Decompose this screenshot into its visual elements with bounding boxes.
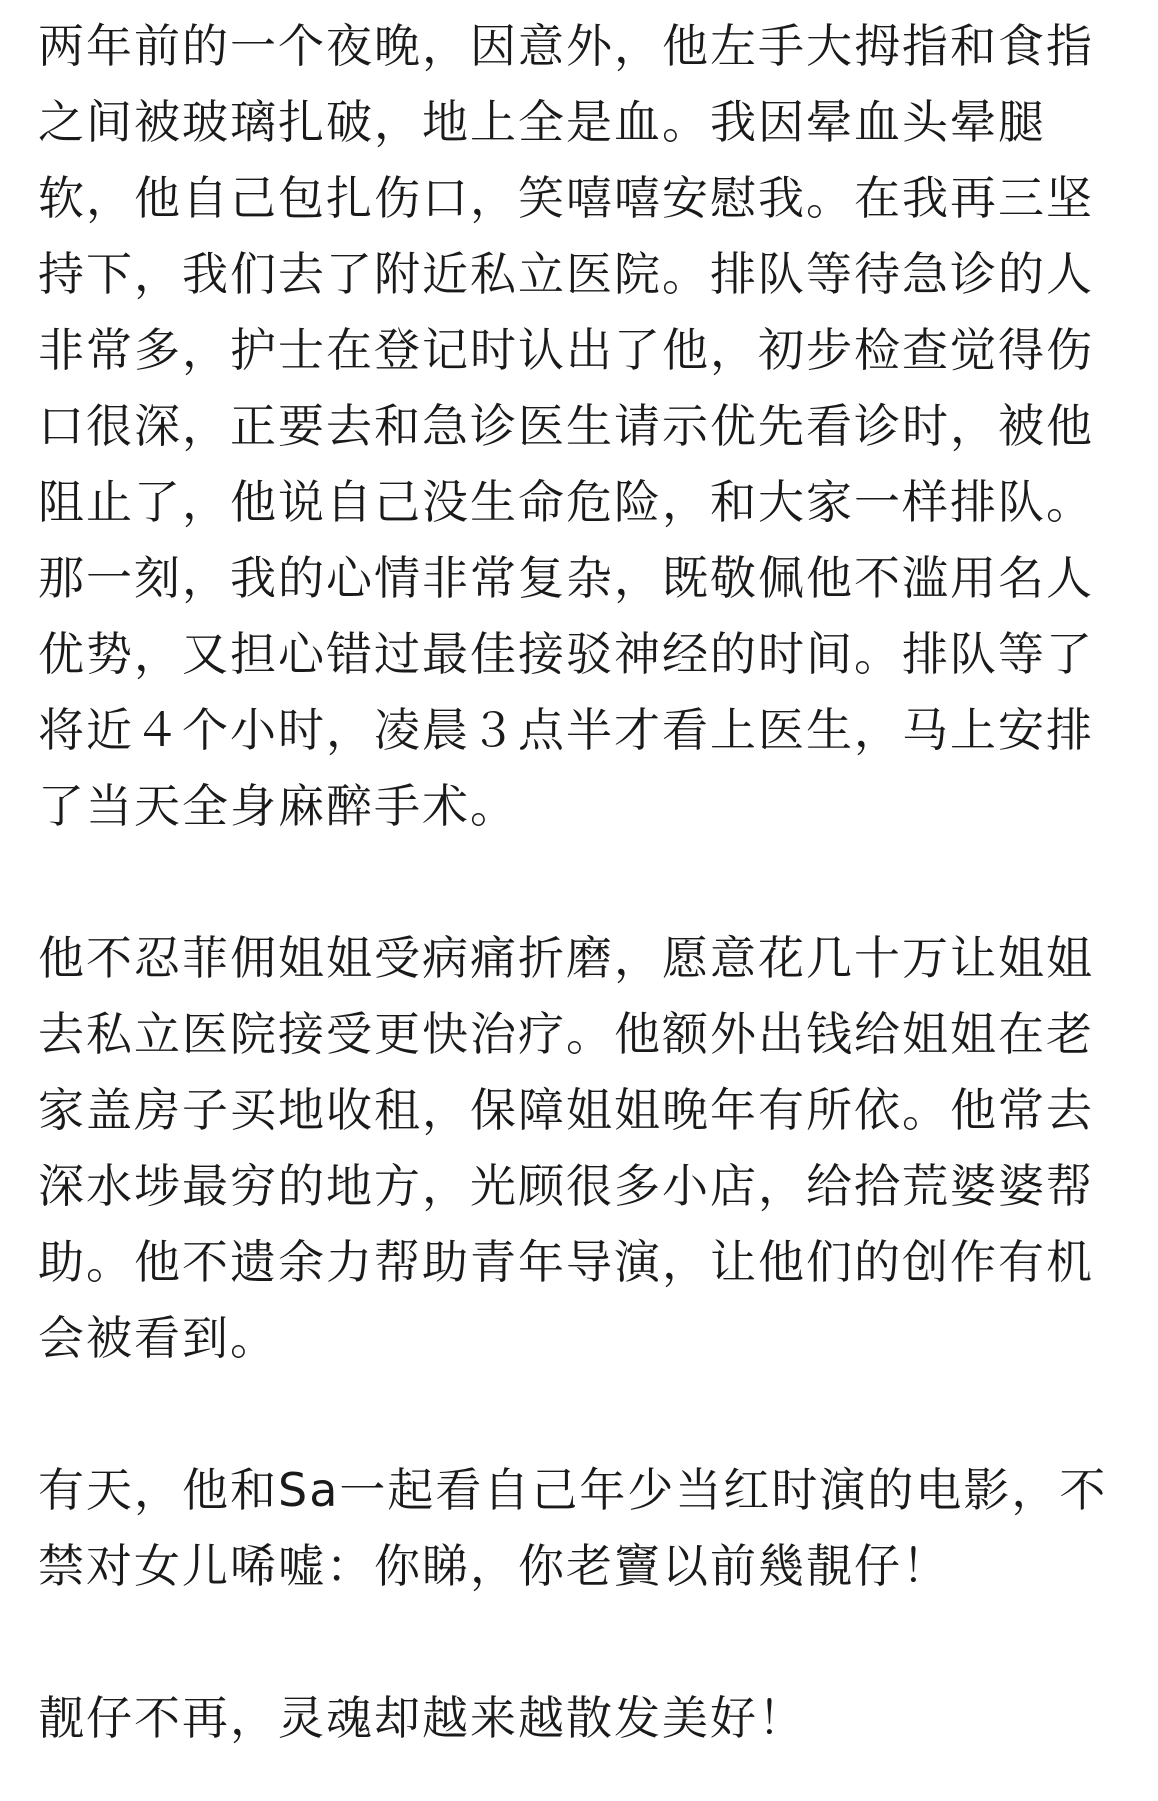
text-line: 非常多，护士在登记时认出了他，初步检查觉得伤 — [38, 323, 1094, 377]
text-line: 助。他不遗余力帮助青年导演，让他们的创作有机 — [38, 1235, 1094, 1289]
paragraph-3 — [38, 1452, 1128, 1604]
text-line: 之间被玻璃扎破，地上全是血。我因晕血头晕腿 — [38, 95, 1046, 149]
text-line: 深水埗最穷的地方，光顾很多小店，给拾荒婆婆帮 — [38, 1159, 1094, 1213]
paragraph-4 — [38, 1680, 1128, 1756]
paragraph-1 — [38, 8, 1128, 844]
text-line: 口很深，正要去和急诊医生请示优先看诊时，被他 — [38, 399, 1094, 453]
text-line: 那一刻，我的心情非常复杂，既敬佩他不滥用名人 — [38, 551, 1094, 605]
text-line: 去私立医院接受更快治疗。他额外出钱给姐姐在老 — [38, 1007, 1094, 1061]
text-line: 优势，又担心错过最佳接驳神经的时间。排队等了 — [38, 627, 1094, 681]
text-line: 禁对女儿唏嘘：你睇，你老竇以前幾靚仔！ — [38, 1539, 950, 1593]
text-line: 有天，他和Sa一起看自己年少当红时演的电影，不 — [38, 1463, 1108, 1517]
text-line: 他不忍菲佣姐姐受病痛折磨，愿意花几十万让姐姐 — [38, 931, 1094, 985]
text-line: 软，他自己包扎伤口，笑嘻嘻安慰我。在我再三坚 — [38, 171, 1094, 225]
paragraph-2 — [38, 920, 1128, 1376]
text-line: 两年前的一个夜晚，因意外，他左手大拇指和食指 — [38, 19, 1094, 73]
text-line: 了当天全身麻醉手术。 — [38, 779, 518, 833]
text-line: 持下，我们去了附近私立医院。排队等待急诊的人 — [38, 247, 1094, 301]
text-line: 靓仔不再，灵魂却越来越散发美好！ — [38, 1691, 806, 1745]
text-line: 家盖房子买地收租，保障姐姐晚年有所依。他常去 — [38, 1083, 1094, 1137]
text-line: 将近４个小时，凌晨３点半才看上医生，马上安排 — [38, 703, 1094, 757]
text-line: 会被看到。 — [38, 1311, 278, 1365]
article-body — [38, 8, 1128, 1756]
text-line: 阻止了，他说自己没生命危险，和大家一样排队。 — [38, 475, 1094, 529]
